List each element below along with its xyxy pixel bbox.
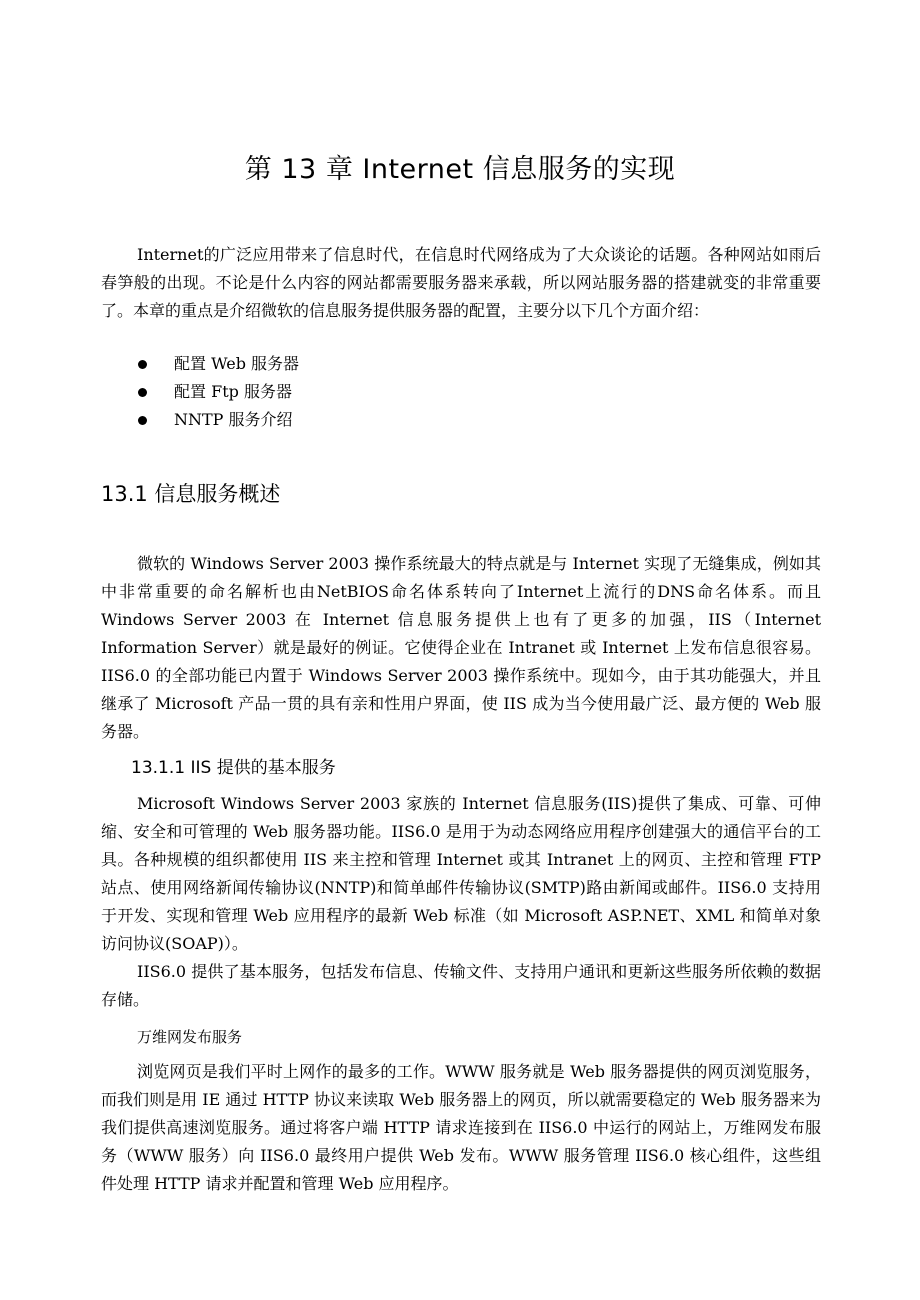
bullet-dot-icon — [138, 388, 147, 397]
topic-bullet-list — [101, 350, 821, 434]
bullet-dot-icon — [138, 360, 147, 369]
list-item — [101, 406, 821, 434]
www-paragraph: 浏览网页是我们平时上网作的最多的工作。WWW 服务就是 Web 服务器提供的网页浏览服务，而我们则是用 IE 通过 HTTP 协议来读取 Web 服务器上的网页，所以就需要稳定的 Web 服务器来为我们提供高速浏览服务。通过将客户端 HTTP 请求连接到在 IIS6.0 中运行的网站上，万维网发布服务（WWW 服务）向 IIS6.0 最终用户提供 Web 发布。WWW 服务管理 IIS6.0 核心组件，这些组件处理 HTTP 请求并配置和管理 Web 应用程序。 — [101, 1062, 821, 1193]
bullet-text: NNTP 服务介绍 — [174, 410, 293, 429]
minor-heading: 万维网发布服务 — [137, 1028, 243, 1046]
bullet-text: 配置 Web 服务器 — [174, 354, 300, 373]
chapter-title: 第 13 章 Internet 信息服务的实现 — [244, 154, 676, 185]
subsection-title: 13.1.1 IIS 提供的基本服务 — [131, 758, 336, 778]
bullet-dot-icon — [138, 416, 147, 425]
list-item — [101, 378, 821, 406]
intro-paragraph: Internet的广泛应用带来了信息时代，在信息时代网络成为了大众谈论的话题。各种网站如雨后春笋般的出现。不论是什么内容的网站都需要服务器来承载，所以网站服务器的搭建就变的非常重要了。本章的重点是介绍微软的信息服务提供服务器的配置，主要分以下几个方面介绍： — [101, 245, 821, 320]
list-item — [101, 350, 821, 378]
section-title: 13.1 信息服务概述 — [101, 482, 281, 506]
subsection-paragraph-1: Microsoft Windows Server 2003 家族的 Internet 信息服务(IIS)提供了集成、可靠、可伸缩、安全和可管理的 Web 服务器功能。IIS6.0 是用于为动态网络应用程序创建强大的通信平台的工具。各种规模的组织都使用 IIS 来主控和管理 Internet 或其 Intranet 上的网页、主控和管理 FTP 站点、使用网络新闻传输协议(NNTP)和简单邮件传输协议(SMTP)路由新闻或邮件。IIS6.0 支持用于开发、实现和管理 Web 应用程序的最新 Web 标准（如 Microsoft ASP.NET、XML 和简单对象访问协议(SOAP)）。 — [101, 794, 821, 953]
section-paragraph: 微软的 Windows Server 2003 操作系统最大的特点就是与 Internet 实现了无缝集成，例如其中非常重要的命名解析也由NetBIOS命名体系转向了Internet上流行的DNS命名体系。而且 Windows Server 2003 在 Internet 信息服务提供上也有了更多的加强，IIS（Internet Information Server）就是最好的例证。它使得企业在 Intranet 或 Internet 上发布信息很容易。IIS6.0 的全部功能已内置于 Windows Server 2003 操作系统中。现如今，由于其功能强大，并且继承了 Microsoft 产品一贯的具有亲和性用户界面，使 IIS 成为当今使用最广泛、最方便的 Web 服务器。 — [101, 554, 821, 741]
subsection-paragraph-2: IIS6.0 提供了基本服务，包括发布信息、传输文件、支持用户通讯和更新这些服务所依赖的数据存储。 — [101, 962, 821, 1009]
bullet-text: 配置 Ftp 服务器 — [174, 382, 292, 401]
